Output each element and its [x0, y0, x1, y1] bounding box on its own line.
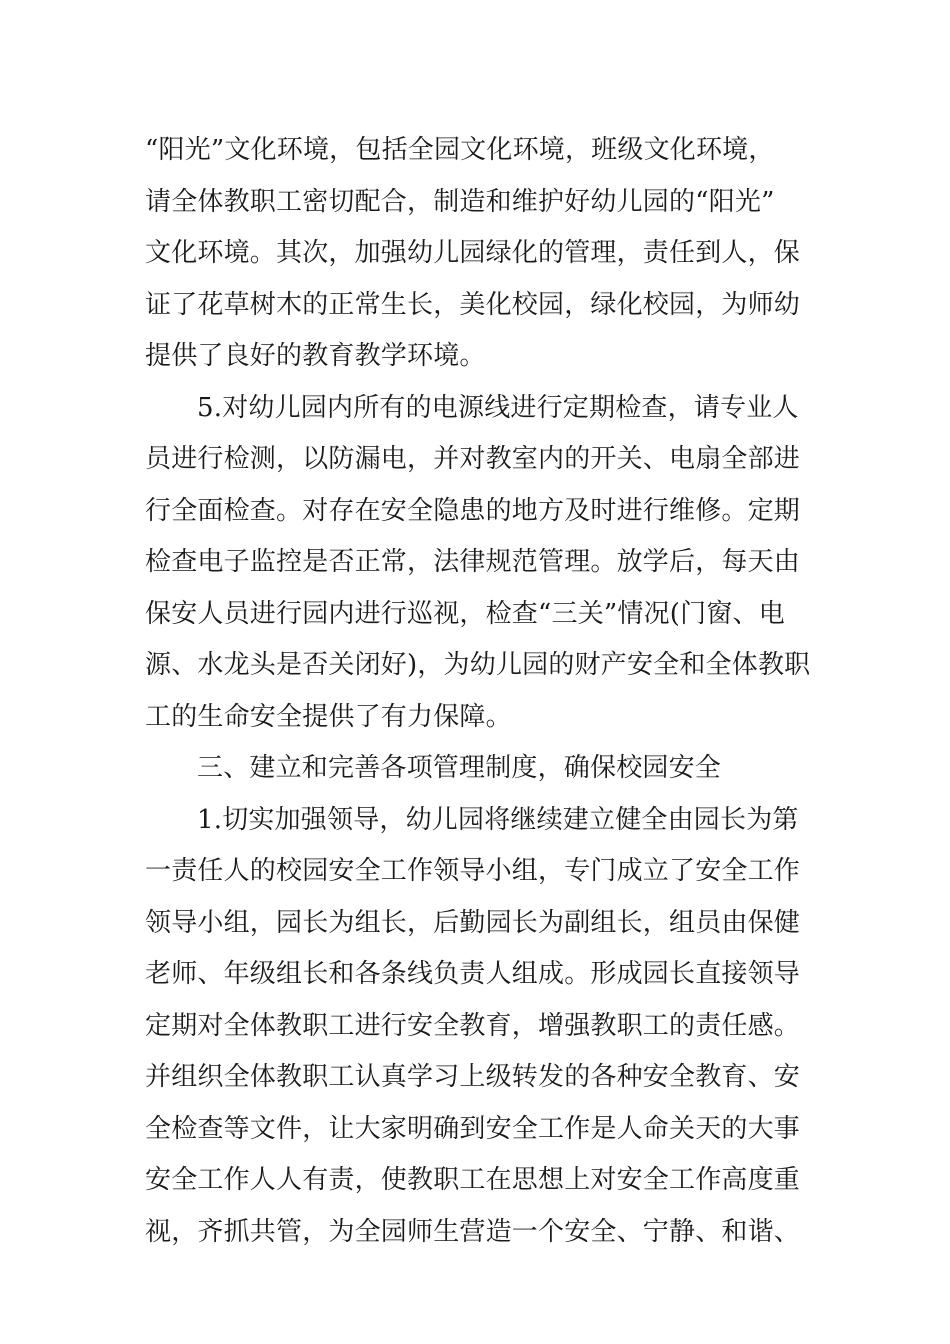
text-line: 一责任人的校园安全工作领导小组，专门成立了安全工作: [145, 856, 801, 886]
text-line: 检查电子监控是否正常，法律规范管理。放学后，每天由: [145, 547, 801, 577]
text-line: 安全工作人人有责，使教职工在思想上对安全工作高度重: [145, 1165, 801, 1195]
paragraph-start-line: 1.切实加强领导，幼儿园将继续建立健全由园长为第: [197, 804, 799, 835]
text-line: 证了花草树木的正常生长，美化校园，绿化校园，为师幼: [145, 289, 801, 320]
text-line: 行全面检查。对存在安全隐患的地方及时进行维修。定期: [145, 495, 801, 526]
document-body: [145, 125, 810, 1258]
text-line: 并组织全体教职工认真学习上级转发的各种安全教育、安: [145, 1062, 801, 1092]
text-line: 定期对全体教职工进行安全教育，增强教职工的责任感。: [145, 1010, 801, 1041]
text-line: 提供了良好的教育教学环境。: [145, 341, 486, 371]
text-line: 全检查等文件，让大家明确到安全工作是人命关天的大事: [145, 1113, 801, 1144]
text-line: 保安人员进行园内进行巡视，检查“三关”情况(门窗、电: [145, 598, 785, 629]
text-line: 源、水龙头是否关闭好)，为幼儿园的财产安全和全体教职: [145, 650, 810, 680]
text-line: 员进行检测，以防漏电，并对教室内的开关、电扇全部进: [145, 444, 801, 474]
text-line: 视，齐抓共管，为全园师生营造一个安全、宁静、和谐、: [145, 1216, 801, 1247]
text-line: 文化环境。其次，加强幼儿园绿化的管理，责任到人，保: [145, 238, 801, 268]
text-line: 领导小组，园长为组长，后勤园长为副组长，组员由保健: [145, 907, 801, 938]
paragraph-start-line: 5.对幼儿园内所有的电源线进行定期检查，请专业人: [197, 392, 799, 423]
text-line: “阳光”文化环境，包括全园文化环境，班级文化环境，: [145, 135, 775, 165]
text-line: 老师、年级组长和各条线负责人组成。形成园长直接领导: [145, 959, 801, 989]
section-heading: 三、建立和完善各项管理制度，确保校园安全: [197, 753, 722, 783]
text-line: 请全体教职工密切配合，制造和维护好幼儿园的“阳光”: [145, 186, 775, 217]
text-line: 工的生命安全提供了有力保障。: [145, 701, 512, 732]
